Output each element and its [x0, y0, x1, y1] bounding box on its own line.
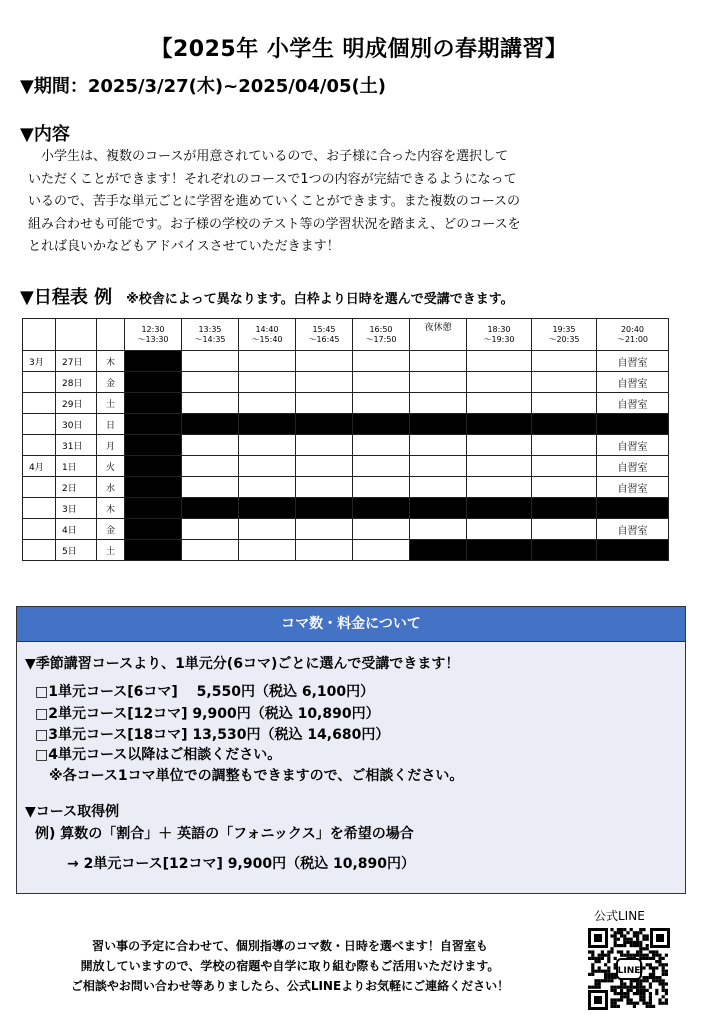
schedule-row	[23, 519, 669, 540]
course-4: □4単元コース以降はご相談ください。	[35, 747, 282, 763]
content-line: いただくことができます！それぞれのコースで1つの内容が完結できるようになって	[28, 171, 517, 187]
open-slot	[532, 519, 597, 540]
slot-header	[125, 319, 182, 351]
open-slot	[239, 435, 296, 456]
schedule-row	[23, 498, 669, 519]
open-slot	[182, 477, 239, 498]
closed-slot	[410, 498, 467, 519]
open-slot	[467, 372, 532, 393]
open-slot	[532, 435, 597, 456]
open-slot	[296, 477, 353, 498]
schedule-row	[23, 540, 669, 561]
open-slot	[467, 456, 532, 477]
schedule-heading-row	[20, 283, 514, 309]
open-slot	[532, 456, 597, 477]
open-slot	[353, 477, 410, 498]
open-slot	[239, 456, 296, 477]
row-dow: 月	[97, 435, 125, 456]
content-line: とれば良いかなどもアドバイスさせていただきます！	[28, 239, 340, 254]
closed-slot	[467, 498, 532, 519]
row-month	[23, 519, 56, 540]
qr-center-label: LINE	[617, 966, 641, 976]
closed-slot	[597, 414, 669, 435]
period	[20, 72, 386, 98]
row-day: 31日	[56, 435, 97, 456]
open-slot	[182, 519, 239, 540]
open-slot	[239, 393, 296, 414]
row-day: 2日	[56, 477, 97, 498]
row-day: 5日	[56, 540, 97, 561]
closed-slot	[125, 498, 182, 519]
schedule-heading: ▼日程表 例	[20, 287, 113, 308]
open-slot	[353, 435, 410, 456]
closed-slot	[125, 519, 182, 540]
open-slot	[410, 372, 467, 393]
row-dow: 木	[97, 351, 125, 372]
open-slot	[532, 393, 597, 414]
open-slot	[296, 456, 353, 477]
open-slot	[353, 351, 410, 372]
row-day: 27日	[56, 351, 97, 372]
closed-slot	[125, 372, 182, 393]
row-day: 1日	[56, 456, 97, 477]
closed-slot	[597, 498, 669, 519]
content-line: 組み合わせも可能です。お子様の学校のテスト等の学習状況を踏まえ、どのコースを	[28, 216, 521, 232]
open-slot	[353, 540, 410, 561]
self-study-room: 自習室	[597, 351, 669, 372]
closed-slot	[239, 414, 296, 435]
slot-header	[296, 319, 353, 351]
row-dow: 木	[97, 498, 125, 519]
open-slot	[296, 435, 353, 456]
example-heading: ▼コース取得例	[25, 804, 120, 820]
course-3: □3単元コース[18コマ] 13,530円（税込 14,680円）	[35, 727, 390, 743]
open-slot	[467, 477, 532, 498]
open-slot	[296, 540, 353, 561]
slot-start: 16:50	[369, 324, 393, 334]
open-slot	[410, 351, 467, 372]
slot-end: ～14:35	[194, 334, 226, 344]
content-text	[28, 146, 588, 259]
open-slot	[239, 351, 296, 372]
schedule-row	[23, 456, 669, 477]
open-slot	[467, 351, 532, 372]
row-dow: 金	[97, 519, 125, 540]
example-line: 例) 算数の「割合」＋ 英語の「フォニックス」を希望の場合	[35, 826, 414, 842]
row-month	[23, 393, 56, 414]
row-day: 3日	[56, 498, 97, 519]
closed-slot	[532, 414, 597, 435]
row-day: 4日	[56, 519, 97, 540]
open-slot	[532, 372, 597, 393]
self-study-room: 自習室	[597, 393, 669, 414]
closed-slot	[353, 498, 410, 519]
open-slot	[410, 519, 467, 540]
open-slot	[410, 435, 467, 456]
self-study-room: 自習室	[597, 477, 669, 498]
open-slot	[353, 519, 410, 540]
schedule-row	[23, 393, 669, 414]
content-line: 小学生は、複数のコースが用意されているので、お子様に合った内容を選択して	[28, 149, 509, 164]
schedule-header-row	[23, 319, 669, 351]
open-slot	[182, 372, 239, 393]
row-day: 29日	[56, 393, 97, 414]
header-blank	[56, 319, 97, 351]
closed-slot	[182, 414, 239, 435]
closed-slot	[296, 498, 353, 519]
slot-header	[353, 319, 410, 351]
closed-slot	[532, 498, 597, 519]
course-1: □1単元コース[6コマ] 5,550円（税込 6,100円）	[35, 684, 375, 700]
row-month	[23, 372, 56, 393]
row-month	[23, 477, 56, 498]
slot-end: ～21:00	[616, 334, 649, 344]
self-study-room: 自習室	[597, 519, 669, 540]
fee-heading: コマ数・料金について	[17, 607, 685, 642]
schedule-table	[22, 318, 669, 561]
row-month	[23, 498, 56, 519]
open-slot	[182, 351, 239, 372]
closed-slot	[597, 540, 669, 561]
course-2: □2単元コース[12コマ] 9,900円（税込 10,890円）	[35, 706, 380, 722]
open-slot	[410, 477, 467, 498]
content-line: いるので、苦手な単元ごとに学習を進めていくことができます。また複数のコースの	[28, 194, 521, 209]
open-slot	[182, 435, 239, 456]
row-day: 28日	[56, 372, 97, 393]
open-slot	[467, 393, 532, 414]
closed-slot	[125, 393, 182, 414]
footer-line: 開放していますので、学校の宿題や自学に取り組む際もご活用いただけます。	[80, 959, 500, 973]
row-month: 4月	[23, 456, 56, 477]
closed-slot	[182, 498, 239, 519]
line-qr-code-icon[interactable]	[588, 928, 670, 1010]
content-heading: ▼内容	[20, 124, 70, 145]
closed-slot	[467, 540, 532, 561]
slot-start: 19:35	[552, 324, 576, 334]
slot-header	[597, 319, 669, 351]
closed-slot	[532, 540, 597, 561]
slot-header	[532, 319, 597, 351]
row-dow: 水	[97, 477, 125, 498]
open-slot	[239, 519, 296, 540]
schedule-row	[23, 372, 669, 393]
open-slot	[239, 540, 296, 561]
footer-line: ご相談やお問い合わせ等ありましたら、公式LINEよりお気軽にご連絡ください！	[70, 979, 510, 993]
schedule-row	[23, 477, 669, 498]
open-slot	[353, 393, 410, 414]
open-slot	[182, 540, 239, 561]
closed-slot	[125, 456, 182, 477]
closed-slot	[353, 414, 410, 435]
fee-box	[16, 606, 686, 894]
header-blank	[23, 319, 56, 351]
closed-slot	[125, 414, 182, 435]
slot-start: 14:40	[255, 324, 279, 334]
slot-header	[182, 319, 239, 351]
closed-slot	[125, 351, 182, 372]
adjust-note: ※各コース1コマ単位での調整もできますので、ご相談ください。	[49, 768, 464, 784]
self-study-room: 自習室	[597, 372, 669, 393]
open-slot	[182, 456, 239, 477]
open-slot	[353, 456, 410, 477]
closed-slot	[410, 540, 467, 561]
schedule-note: ※校舎によって異なります。白枠より日時を選んで受講できます。	[126, 292, 514, 307]
closed-slot	[410, 414, 467, 435]
self-study-room: 自習室	[597, 435, 669, 456]
open-slot	[532, 351, 597, 372]
slot-end: ～19:30	[483, 334, 515, 344]
slot-header	[467, 319, 532, 351]
footer-text	[20, 936, 560, 996]
header-blank	[97, 319, 125, 351]
row-dow: 火	[97, 456, 125, 477]
closed-slot	[239, 498, 296, 519]
open-slot	[296, 519, 353, 540]
open-slot	[239, 477, 296, 498]
open-slot	[410, 393, 467, 414]
row-month	[23, 435, 56, 456]
slot-end: ～13:30	[137, 334, 169, 344]
closed-slot	[125, 435, 182, 456]
qr-label: 公式LINE	[594, 909, 645, 923]
closed-slot	[467, 414, 532, 435]
closed-slot	[125, 477, 182, 498]
slot-end: ～16:45	[308, 334, 340, 344]
row-dow: 日	[97, 414, 125, 435]
row-dow: 土	[97, 393, 125, 414]
open-slot	[182, 393, 239, 414]
row-day: 30日	[56, 414, 97, 435]
page-title: 【2025年 小学生 明成個別の春期講習】	[150, 37, 568, 62]
open-slot	[296, 372, 353, 393]
slot-end: ～17:50	[365, 334, 397, 344]
example-result: → 2単元コース[12コマ] 9,900円（税込 10,890円）	[67, 856, 415, 872]
closed-slot	[296, 414, 353, 435]
slot-start: 20:40	[620, 324, 645, 334]
slot-start: 13:35	[198, 324, 222, 334]
open-slot	[353, 372, 410, 393]
slot-end: ～15:40	[251, 334, 283, 344]
schedule-row	[23, 435, 669, 456]
closed-slot	[125, 540, 182, 561]
row-month: 3月	[23, 351, 56, 372]
row-month	[23, 414, 56, 435]
open-slot	[467, 519, 532, 540]
open-slot	[239, 372, 296, 393]
slot-header: 夜休憩	[410, 319, 467, 351]
footer-line: 習い事の予定に合わせて、個別指導のコマ数・日時を選べます！自習室も	[92, 939, 488, 953]
row-dow: 土	[97, 540, 125, 561]
fee-intro: ▼季節講習コースより、1単元分(6コマ)ごとに選んで受講できます！	[25, 656, 460, 672]
open-slot	[467, 435, 532, 456]
row-month	[23, 540, 56, 561]
schedule-row	[23, 351, 669, 372]
period-value: 2025/3/27(木)~2025/04/05(土)	[87, 76, 386, 97]
slot-end: ～20:35	[548, 334, 580, 344]
open-slot	[296, 393, 353, 414]
open-slot	[532, 477, 597, 498]
schedule-row	[23, 414, 669, 435]
slot-start: 15:45	[312, 324, 336, 334]
period-label: ▼期間：	[20, 76, 88, 97]
open-slot	[296, 351, 353, 372]
row-dow: 金	[97, 372, 125, 393]
self-study-room: 自習室	[597, 456, 669, 477]
slot-header	[239, 319, 296, 351]
slot-start: 12:30	[141, 324, 165, 334]
open-slot	[410, 456, 467, 477]
slot-start: 18:30	[487, 324, 511, 334]
